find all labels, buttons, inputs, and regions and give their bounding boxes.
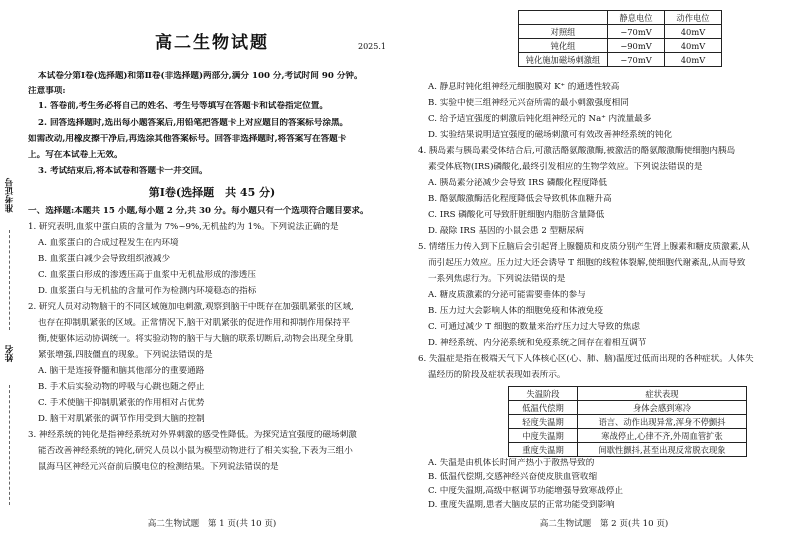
question-option: C. 手术使脑干抑制肌紧张的作用相对占优势	[38, 398, 205, 408]
question-option: B. 酪氨酸激酶活化程度降低会导致机体血糖升高	[428, 194, 612, 204]
table-cell: −90mV	[608, 39, 665, 53]
table-cell: 40mV	[665, 53, 722, 67]
page-footer: 高二生物试题 第 1 页(共 10 页)	[147, 519, 277, 529]
table-cell: −70mV	[608, 53, 665, 67]
question-stem: 一系列焦虑行为。下列说法错误的是	[428, 274, 566, 284]
section-header: 第Ⅰ卷(选择题 共 45 分)	[148, 186, 276, 199]
notice-item: 3. 考试结束后,将本试卷和答题卡一并交回。	[38, 166, 208, 176]
question-option: B. 压力过大会影响人体的细胞免疫和体液免疫	[428, 306, 604, 316]
question-stem: 鼠海马区神经元兴奋前后膜电位的检测结果。下列说法错误的是	[38, 462, 279, 472]
table-cell: 低温代偿期	[509, 401, 578, 415]
table-cell: 动作电位	[665, 11, 722, 25]
page-footer: 高二生物试题 第 2 页(共 10 页)	[539, 519, 669, 529]
question-option: D. 神经系统、内分泌系统和免疫系统之间存在着相互调节	[428, 338, 647, 348]
name-label: 姓名	[5, 345, 15, 363]
question-stem: 衡,使躯体运动协调统一。将实验动物的脑干与大脑的联系切断后,动物会出现全身肌	[38, 334, 353, 344]
question-option: D. 血浆蛋白与无机盐的含量可作为检测内环境稳态的指标	[38, 286, 257, 296]
question-option: D. 实验结果说明适宜强度的磁场刺激可有效改善神经系统的钝化	[428, 130, 673, 140]
table-cell: 身体会感到寒冷	[578, 401, 747, 415]
question-stem: 4. 胰岛素与胰岛素受体结合后,可激活酪氨酸激酶,被激活的酪氨酸激酶使细胞内胰岛	[418, 146, 736, 156]
table-row	[509, 415, 747, 429]
notice-item: 1. 答卷前,考生务必将自己的姓名、考生号等填写在答题卡和试卷指定位置。	[38, 101, 328, 111]
notice-item: 如需改动,用橡皮擦干净后,再选涂其他答案标号。回答非选择题时,将答案写在答题卡	[28, 134, 347, 144]
question-option: B. 血浆蛋白减少会导致组织液减少	[38, 254, 171, 264]
question-stem: 2. 研究人员对动物脑干的不同区域施加电刺激,观察到脑干中既存在加强肌紧张的区域,	[28, 302, 354, 312]
question-stem: 能否改善神经系统的钝化,研究人员以小鼠为模型动物进行了相关实验,下表为三组小	[38, 446, 353, 456]
question-option: D. 重度失温期,患者大脑皮层的正常功能受到影响	[428, 500, 615, 510]
page-1	[28, 0, 396, 537]
exam-date: 2025.1	[358, 42, 386, 51]
question-stem: 而引起压力效应。压力过大还会诱导 T 细胞的线粒体裂解,使细胞代谢紊乱,从而导致	[428, 258, 746, 268]
table-cell: 症状表现	[578, 387, 747, 401]
question-stem: 1. 研究表明,血浆中蛋白质的含量为 7%~9%,无机盐约为 1%。下列说法正确的是	[28, 222, 339, 232]
table-cell: 轻度失温期	[509, 415, 578, 429]
question-option: A. 血浆蛋白的合成过程发生在内环境	[38, 238, 179, 248]
question-option: C. IRS 磷酸化可导致肝脏细胞内脂肪含量降低	[428, 210, 605, 220]
table-cell: 钝化组	[519, 39, 608, 53]
question-stem: 6. 失温症是指在极端天气下人体核心区(心、肺、脑)温度过低而出现的各种症状。人体失	[418, 354, 754, 364]
table-cell: 寒战停止,心律不齐,外周血管扩张	[578, 429, 747, 443]
table-row	[509, 443, 747, 457]
section-intro: 一、选择题:本题共 15 小题,每小题 2 分,共 30 分。每小题只有一个选项符合题目要求。	[28, 206, 369, 216]
question-option: C. 可通过减少 T 细胞的数量来治疗压力过大导致的焦虑	[428, 322, 640, 332]
membrane-potential-table	[518, 10, 722, 67]
table-cell: 对照组	[519, 25, 608, 39]
table-cell: 40mV	[665, 39, 722, 53]
table-cell: −70mV	[608, 25, 665, 39]
table-cell: 重度失温期	[509, 443, 578, 457]
table-row	[519, 25, 722, 39]
table-cell: 钝化施加磁场刺激组	[519, 53, 608, 67]
hypothermia-table	[508, 386, 747, 457]
question-option: A. 胰岛素分泌减少会导致 IRS 磷酸化程度降低	[428, 178, 607, 188]
notice-item: 上。写在本试卷上无效。	[28, 150, 123, 160]
table-cell: 中度失温期	[509, 429, 578, 443]
question-option: B. 手术后实验动物的呼吸与心跳也随之停止	[38, 382, 205, 392]
exam-intro: 本试卷分第Ⅰ卷(选择题)和第Ⅱ卷(非选择题)两部分,满分 100 分,考试时间 90 分钟。	[38, 71, 363, 81]
table-cell: 40mV	[665, 25, 722, 39]
question-option: C. 给予适宜强度的刺激后钝化组神经元的 Na⁺ 内流量最多	[428, 114, 652, 124]
table-header-row	[509, 387, 747, 401]
question-option: C. 中度失温期,高级中枢调节功能增强导致寒战停止	[428, 486, 623, 496]
question-stem: 温经历的阶段及症状表现如表所示。	[428, 370, 566, 380]
question-option: B. 实验中使三组神经元兴奋所需的最小刺激强度相同	[428, 98, 629, 108]
table-row	[519, 39, 722, 53]
table-header-row	[519, 11, 722, 25]
question-stem: 3. 神经系统的钝化是指神经系统对外界刺激的感受性降低。为探究适宜强度的磁场刺激	[28, 430, 357, 440]
question-option: A. 静息时钝化组神经元细胞膜对 K⁺ 的通透性较高	[428, 82, 620, 92]
binding-line	[9, 230, 10, 330]
question-stem: 素受体底物(IRS)磷酸化,最终引发相应的生物学效应。下列说法错误的是	[428, 162, 703, 172]
table-cell	[519, 11, 608, 25]
question-option: A. 脑干是连接脊髓和脑其他部分的重要通路	[38, 366, 205, 376]
question-option: B. 低温代偿期,交感神经兴奋使皮肤血管收缩	[428, 472, 598, 482]
question-stem: 5. 情绪压力传入到下丘脑后会引起肾上腺髓质和皮质分别产生肾上腺素和糖皮质激素,从	[418, 242, 750, 252]
question-stem: 紧张增强,四肢僵直的现象。下列说法错误的是	[38, 350, 213, 360]
table-row	[519, 53, 722, 67]
question-option: A. 失温是由机体长时间产热小于散热导致的	[428, 458, 595, 468]
question-option: C. 血浆蛋白形成的渗透压高于血浆中无机盐形成的渗透压	[38, 270, 256, 280]
table-row	[509, 429, 747, 443]
table-cell: 失温阶段	[509, 387, 578, 401]
table-cell: 静息电位	[608, 11, 665, 25]
question-option: A. 糖皮质激素的分泌可能需要垂体的参与	[428, 290, 586, 300]
question-stem: 也存在抑制肌紧张的区域。正常情况下,脑干对肌紧张的促进作用和抑制作用保持平	[38, 318, 351, 328]
page-2	[418, 0, 790, 537]
table-row	[509, 401, 747, 415]
table-cell: 间歇性颤抖,甚至出现反常脱衣现象	[578, 443, 747, 457]
page-title: 高二生物试题	[155, 33, 269, 53]
notice-title: 注意事项:	[28, 86, 66, 96]
binding-line	[9, 385, 10, 505]
notice-item: 2. 回答选择题时,选出每小题答案后,用铅笔把答题卡上对应题目的答案标号涂黑。	[38, 118, 349, 128]
question-option: D. 敲除 IRS 基因的小鼠会患 2 型糖尿病	[428, 226, 584, 236]
table-cell: 语言、动作出现异常,浑身不停颤抖	[578, 415, 747, 429]
exam-number-label: 准考证号	[5, 178, 15, 213]
question-option: D. 脑干对肌紧张的调节作用受到大脑的控制	[38, 414, 205, 424]
